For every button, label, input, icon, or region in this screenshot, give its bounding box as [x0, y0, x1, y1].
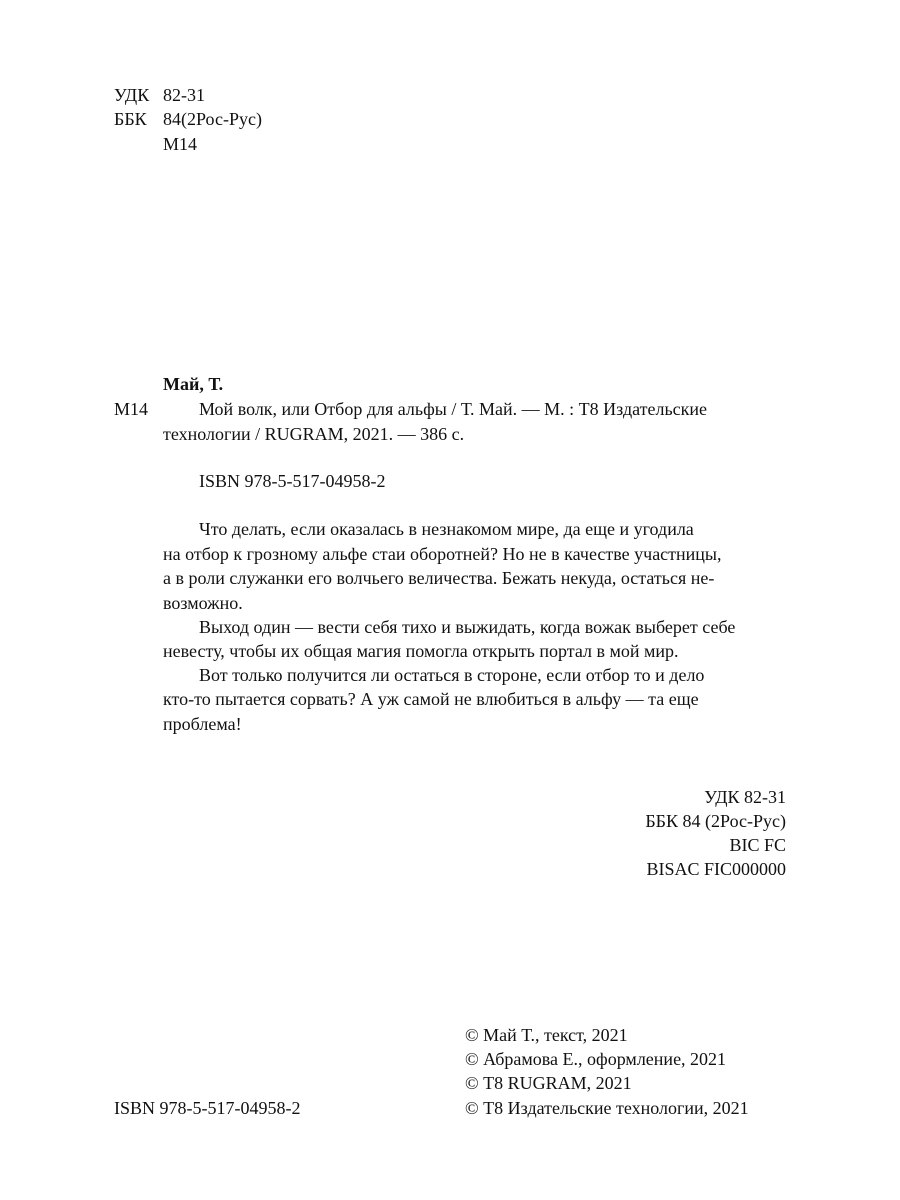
annotation-line: проблема!: [163, 714, 242, 734]
bic-code: BIC FC: [729, 835, 786, 855]
udk-value: 82-31: [163, 85, 205, 105]
annotation-line: а в роли служанки его волчьего величества. Бежать некуда, остаться не-: [163, 568, 715, 588]
annotation-line: Что делать, если оказалась в незнакомом мире, да еще и угодила: [199, 519, 694, 539]
copyright-line: © Май Т., текст, 2021: [465, 1025, 628, 1045]
bbk-code: ББК 84 (2Рос-Рус): [645, 811, 786, 831]
bisac-code: BISAC FIC000000: [646, 859, 786, 879]
author-mark: М14: [114, 399, 149, 419]
author-mark-top: М14: [163, 134, 198, 154]
annotation-line: на отбор к грозному альфе стаи оборотней? Но не в качестве участницы,: [163, 544, 722, 564]
annotation-line: возможно.: [163, 593, 243, 613]
bottom-isbn: ISBN 978-5-517-04958-2: [114, 1098, 301, 1118]
annotation-line: невесту, чтобы их общая магия помогла открыть портал в мой мир.: [163, 641, 679, 661]
author-heading: Май, Т.: [163, 374, 224, 394]
record-isbn: ISBN 978-5-517-04958-2: [199, 471, 386, 491]
bbk-label: ББК: [114, 109, 147, 129]
copyright-line: © Т8 Издательские технологии, 2021: [465, 1098, 749, 1118]
copyright-line: © Т8 RUGRAM, 2021: [465, 1073, 632, 1093]
annotation-line: кто-то пытается сорвать? А уж самой не влюбиться в альфу — та еще: [163, 689, 699, 709]
title-line-1: Мой волк, или Отбор для альфы / Т. Май. — М. : Т8 Издательские: [199, 399, 708, 419]
annotation-line: Вот только получится ли остаться в стороне, если отбор то и дело: [199, 665, 705, 685]
udk-code: УДК 82-31: [704, 787, 786, 807]
title-line-2: технологии / RUGRAM, 2021. — 386 с.: [163, 424, 465, 444]
copyright-line: © Абрамова Е., оформление, 2021: [465, 1049, 727, 1069]
annotation-line: Выход один — вести себя тихо и выжидать, когда вожак выберет себе: [199, 617, 736, 637]
udk-label: УДК: [114, 85, 150, 105]
bbk-value: 84(2Рос-Рус): [163, 109, 262, 129]
